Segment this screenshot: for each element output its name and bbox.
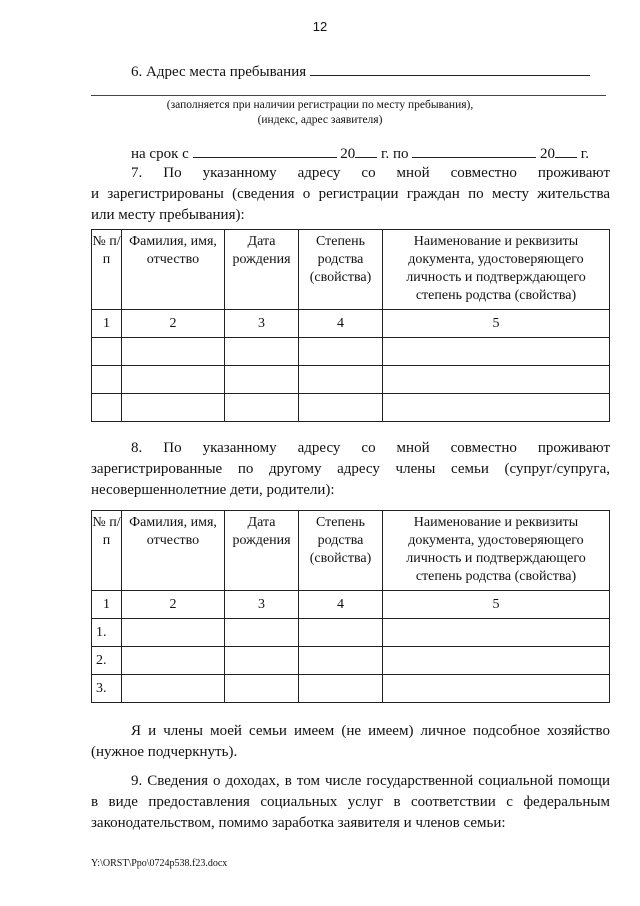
table-row xyxy=(92,619,610,647)
table-row xyxy=(92,675,610,703)
item6-row xyxy=(131,60,590,83)
column-number-5: 5 xyxy=(383,310,610,338)
cohabitants-table xyxy=(91,229,610,422)
household-line-2: (нужное подчеркнуть). xyxy=(91,744,238,760)
item6-note-1: (заполняется при наличии регистрации по месту пребывания), xyxy=(166,99,474,111)
family-members-table xyxy=(91,510,610,703)
item9-paragraph xyxy=(91,771,610,834)
file-path-footer: Y:\ORST\Ppo\0724p538.f23.docx xyxy=(91,858,228,869)
birth-date-cell[interactable] xyxy=(225,619,299,647)
item7-line-1: 7. По указанному адресу со мной совместно проживают xyxy=(131,165,610,181)
item9-line-2: в виде предоставления социальных услуг в соответствии с федеральным xyxy=(91,794,610,810)
period-end-label: г. xyxy=(580,146,590,162)
name-cell[interactable] xyxy=(122,619,225,647)
row-number-cell: 1. xyxy=(92,619,122,647)
document-cell[interactable] xyxy=(383,675,610,703)
header-relationship: Степень родства (свойства) xyxy=(299,230,383,310)
column-number-3: 3 xyxy=(225,310,299,338)
table-row xyxy=(92,366,610,394)
table-row xyxy=(92,394,610,422)
birth-date-cell[interactable] xyxy=(225,394,299,422)
item6-label: 6. Адрес места пребывания xyxy=(131,64,307,80)
item7-paragraph xyxy=(91,163,610,226)
item8-line-2: зарегистрированные по другому адресу члены семьи (супруг/супруга, xyxy=(91,461,610,477)
item7-line-3: или месту пребывания): xyxy=(91,207,245,223)
document-cell[interactable] xyxy=(383,619,610,647)
birth-date-cell[interactable] xyxy=(225,675,299,703)
relationship-cell[interactable] xyxy=(299,366,383,394)
period-to-date-field[interactable] xyxy=(412,142,536,158)
column-number-1: 1 xyxy=(92,591,122,619)
period-row xyxy=(131,142,589,165)
column-number-3: 3 xyxy=(225,591,299,619)
row-number-cell[interactable] xyxy=(92,366,122,394)
column-number-4: 4 xyxy=(299,310,383,338)
item7-line-2: и зарегистрированы (сведения о регистрации граждан по месту жительства xyxy=(91,186,610,202)
column-number-2: 2 xyxy=(122,591,225,619)
page-number: 12 xyxy=(312,19,328,34)
period-year-prefix-2: 20 xyxy=(540,146,556,162)
row-number-cell[interactable] xyxy=(92,394,122,422)
name-cell[interactable] xyxy=(122,675,225,703)
document-cell[interactable] xyxy=(383,647,610,675)
period-year-prefix-1: 20 xyxy=(340,146,356,162)
item6-note-2: (индекс, адрес заявителя) xyxy=(257,114,383,126)
header-document: Наименование и реквизиты документа, удостоверяющего личность и подтверждающего степень родства (свойства) xyxy=(383,230,610,310)
item8-line-3: несовершеннолетние дети, родители): xyxy=(91,482,335,498)
header-document: Наименование и реквизиты документа, удостоверяющего личность и подтверждающего степень родства (свойства) xyxy=(383,511,610,591)
name-cell[interactable] xyxy=(122,394,225,422)
document-cell[interactable] xyxy=(383,338,610,366)
household-line-1: Я и члены моей семьи имеем (не имеем) личное подсобное хозяйство xyxy=(131,723,610,739)
period-to-label: г. по xyxy=(381,146,409,162)
period-from-year-field[interactable] xyxy=(355,142,377,158)
row-number-cell[interactable] xyxy=(92,338,122,366)
relationship-cell[interactable] xyxy=(299,619,383,647)
column-number-1: 1 xyxy=(92,310,122,338)
row-number-cell: 3. xyxy=(92,675,122,703)
name-cell[interactable] xyxy=(122,647,225,675)
birth-date-cell[interactable] xyxy=(225,647,299,675)
document-cell[interactable] xyxy=(383,366,610,394)
item8-line-1: 8. По указанному адресу со мной совместно проживают xyxy=(131,440,610,456)
relationship-cell[interactable] xyxy=(299,675,383,703)
relationship-cell[interactable] xyxy=(299,647,383,675)
birth-date-cell[interactable] xyxy=(225,338,299,366)
item8-paragraph xyxy=(91,438,610,501)
header-birth-date: Дата рождения xyxy=(225,511,299,591)
period-from-label: на срок с xyxy=(131,146,189,162)
item9-line-3: законодательством, помимо заработка заявителя и членов семьи: xyxy=(91,815,506,831)
period-from-date-field[interactable] xyxy=(193,142,337,158)
item9-line-1: 9. Сведения о доходах, в том числе государственной социальной помощи xyxy=(131,773,610,789)
row-number-cell: 2. xyxy=(92,647,122,675)
column-number-5: 5 xyxy=(383,591,610,619)
header-number: № п/п xyxy=(92,230,122,310)
birth-date-cell[interactable] xyxy=(225,366,299,394)
relationship-cell[interactable] xyxy=(299,338,383,366)
address-continuation-line[interactable] xyxy=(91,95,606,96)
document-cell[interactable] xyxy=(383,394,610,422)
household-paragraph xyxy=(91,721,610,763)
period-to-year-field[interactable] xyxy=(555,142,577,158)
header-full-name: Фамилия, имя, отчество xyxy=(122,230,225,310)
residence-address-field[interactable] xyxy=(310,60,590,76)
table-row xyxy=(92,647,610,675)
table-row xyxy=(92,338,610,366)
header-birth-date: Дата рождения xyxy=(225,230,299,310)
relationship-cell[interactable] xyxy=(299,394,383,422)
column-number-4: 4 xyxy=(299,591,383,619)
header-number: № п/п xyxy=(92,511,122,591)
name-cell[interactable] xyxy=(122,366,225,394)
header-full-name: Фамилия, имя, отчество xyxy=(122,511,225,591)
name-cell[interactable] xyxy=(122,338,225,366)
column-number-2: 2 xyxy=(122,310,225,338)
header-relationship: Степень родства (свойства) xyxy=(299,511,383,591)
